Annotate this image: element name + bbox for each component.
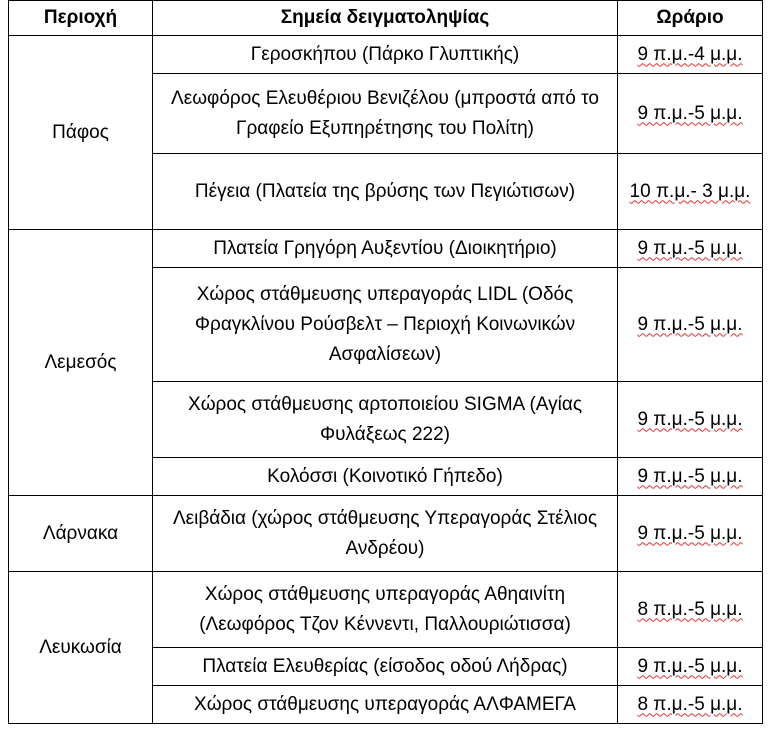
hours-cell: 9 π.μ.-5 μ.μ. (618, 74, 763, 154)
location-cell: Λεωφόρος Ελευθέριου Βενιζέλου (μπροστά από το Γραφείο Εξυπηρέτησης του Πολίτη) (153, 74, 618, 154)
region-cell: Λάρνακα (9, 496, 153, 572)
hours-cell: 9 π.μ.-4 μ.μ. (618, 36, 763, 74)
region-cell: Λεμεσός (9, 230, 153, 496)
table-row (9, 230, 763, 268)
header-hours: Ωράριο (618, 1, 763, 36)
location-cell: Χώρος στάθμευσης αρτοποιείου SIGMA (Αγίας Φυλάξεως 222) (153, 382, 618, 458)
region-cell: Λευκωσία (9, 572, 153, 724)
hours-cell: 8 π.μ.-5 μ.μ. (618, 572, 763, 648)
sampling-points-table (8, 0, 763, 724)
location-cell: Πλατεία Γρηγόρη Αυξεντίου (Διοικητήριο) (153, 230, 618, 268)
location-cell: Χώρος στάθμευσης υπεραγοράς ΑΛΦΑΜΕΓΑ (153, 686, 618, 724)
location-cell: Γεροσκήπου (Πάρκο Γλυπτικής) (153, 36, 618, 74)
location-cell: Λειβάδια (χώρος στάθμευσης Υπεραγοράς Στέλιος Ανδρέου) (153, 496, 618, 572)
hours-cell: 9 π.μ.-5 μ.μ. (618, 268, 763, 382)
hours-cell: 9 π.μ.-5 μ.μ. (618, 230, 763, 268)
location-cell: Χώρος στάθμευσης υπεραγοράς Αθηαινίτη (Λεωφόρος Τζον Κέννεντι, Παλλουριώτισσα) (153, 572, 618, 648)
hours-cell: 10 π.μ.- 3 μ.μ. (618, 154, 763, 230)
hours-cell: 9 π.μ.-5 μ.μ. (618, 648, 763, 686)
hours-cell: 9 π.μ.-5 μ.μ. (618, 496, 763, 572)
table-row (9, 572, 763, 648)
region-cell: Πάφος (9, 36, 153, 230)
hours-cell: 9 π.μ.-5 μ.μ. (618, 382, 763, 458)
location-cell: Χώρος στάθμευσης υπεραγοράς LIDL (Οδός Φραγκλίνου Ρούσβελτ – Περιοχή Κοινωνικών Ασφαλίσεων) (153, 268, 618, 382)
table-row (9, 496, 763, 572)
header-row (9, 1, 763, 36)
header-location: Σημεία δειγματοληψίας (153, 1, 618, 36)
header-region: Περιοχή (9, 1, 153, 36)
location-cell: Κολόσσι (Κοινοτικό Γήπεδο) (153, 458, 618, 496)
location-cell: Πέγεια (Πλατεία της βρύσης των Πεγιώτισων) (153, 154, 618, 230)
hours-cell: 8 π.μ.-5 μ.μ. (618, 686, 763, 724)
hours-cell: 9 π.μ.-5 μ.μ. (618, 458, 763, 496)
table-row (9, 36, 763, 74)
location-cell: Πλατεία Ελευθερίας (είσοδος οδού Λήδρας) (153, 648, 618, 686)
